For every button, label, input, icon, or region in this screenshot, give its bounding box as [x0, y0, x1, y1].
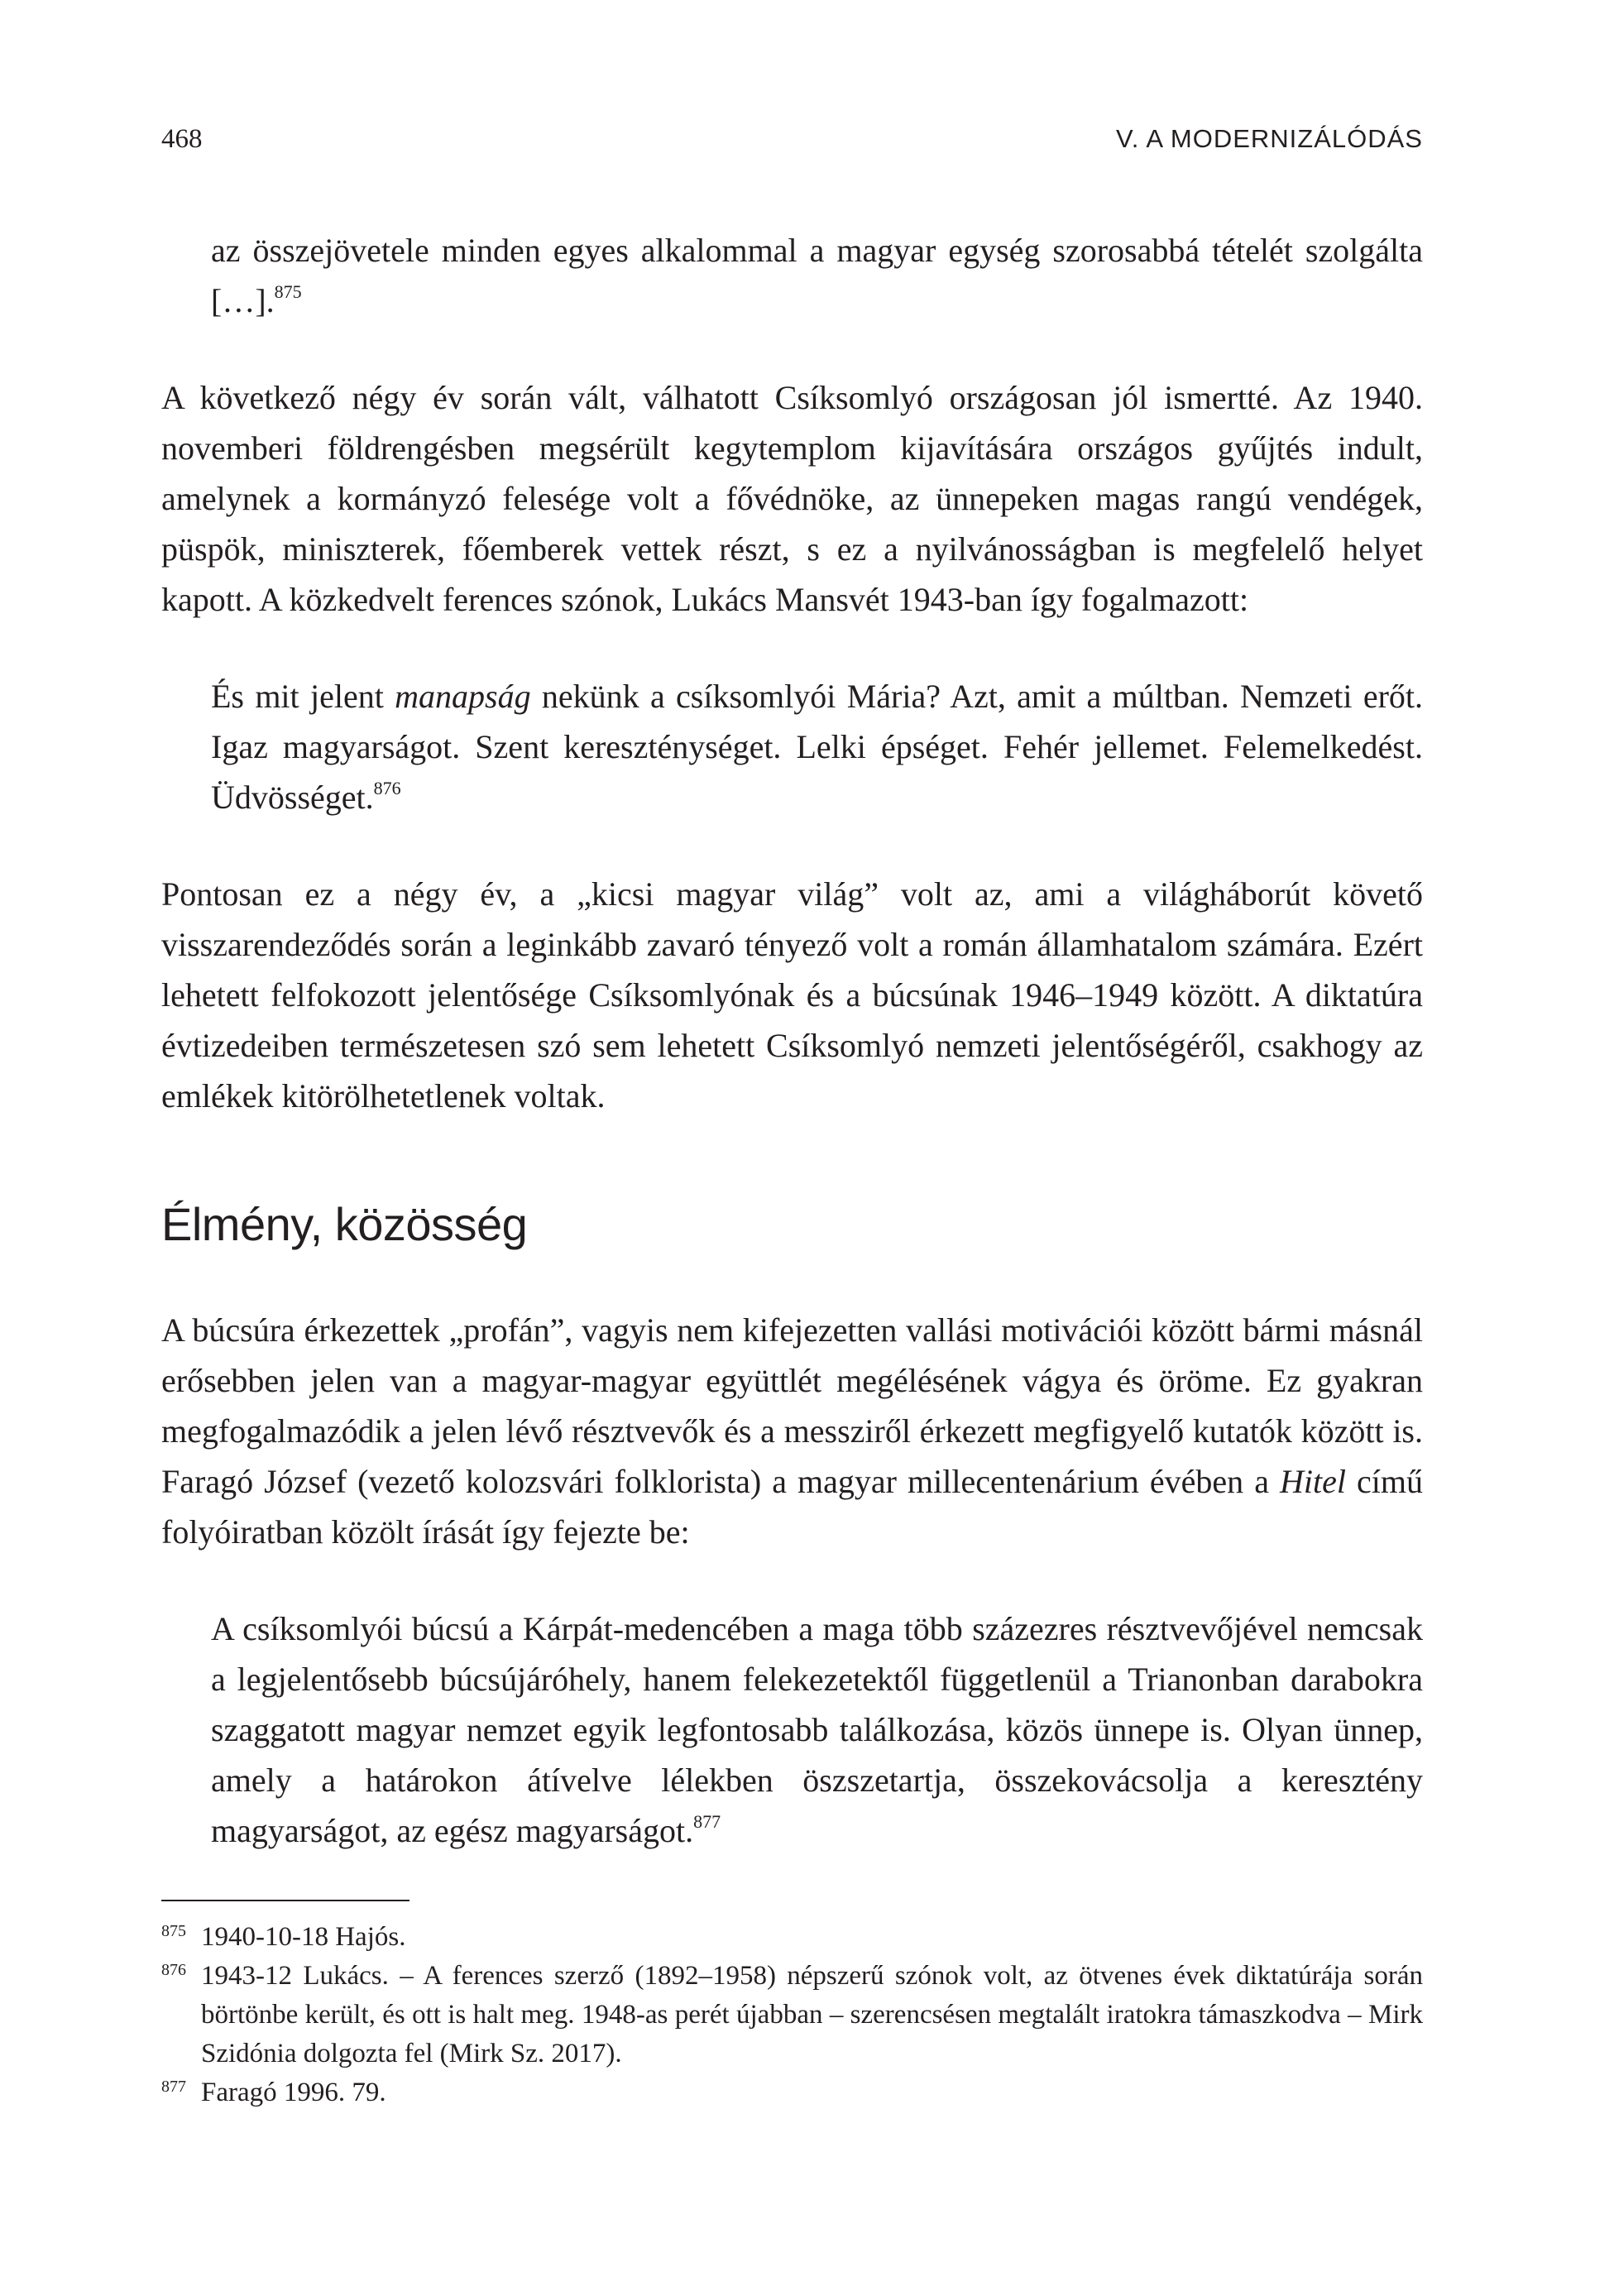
- footnote-divider: [161, 1900, 409, 1901]
- running-head: [161, 124, 1423, 165]
- footnote-ref-875[interactable]: 875: [274, 281, 302, 302]
- footnote-text: 1943-12 Lukács. – A ferences szerző (1892–1958) népszerű szónok volt, az ötvenes évek diktatúrája során börtönbe került, és ott is halt meg. 1948-as perét újabban – szerencsésen megtalált iratokra támaszkodva – Mirk Szidónia dolgozta fel (Mirk Sz. 2017).: [201, 1961, 1423, 2068]
- quote-text: az összejövetele minden egyes alkalommal a magyar egység szorosabbá tételét szolgálta […].: [211, 232, 1423, 319]
- footnote-text: 1940-10-18 Hajós.: [201, 1922, 406, 1952]
- paragraph-text: A búcsúra érkezettek „profán”, vagyis nem kifejezetten vallási motivációi között bármi másnál erősebben jelen van a magyar-magyar együttlét megélésének vágya és öröme. Ez gyakran megfogalmazódik a jelen lévő résztvevők és a messziről érkezett megfigyelő kutatók között is. Faragó József (vezető kolozsvári folklorista) a magyar millecentenárium évében a: [161, 1311, 1423, 1500]
- quote-text: A csíksomlyói búcsú a Kárpát-medencében a maga több százezres résztvevőjével nemcsak a legjelentősebb búcsújáróhely, hanem felekezetektől függetlenül a Trianonban darabokra szaggatott magyar nemzet egyik legfontosabb találkozása, közös ünnepe is. Olyan ünnep, amely a határokon átívelve lélekben öszszetartja, összekovácsolja a keresztény magyarságot, az egész magyarságot.: [211, 1610, 1423, 1849]
- chapter-title: V. A MODERNIZÁLÓDÁS: [1115, 124, 1423, 153]
- footnote-text: Faragó 1996. 79.: [201, 2078, 386, 2107]
- page-number: 468: [161, 124, 203, 154]
- footnote-ref-876[interactable]: 876: [373, 778, 401, 798]
- block-quote-1: [211, 225, 1423, 326]
- footnotes: [161, 1900, 1423, 2112]
- quote-text: És mit jelent: [211, 678, 395, 715]
- journal-title: Hitel: [1280, 1463, 1346, 1500]
- paragraph-text: című folyóiratban közölt írását így fejezte be:: [161, 1463, 1423, 1551]
- footnote-number: 876: [161, 1961, 186, 1979]
- quote-text: nekünk a csíksomlyói Mária? Azt, amit a múltban. Nemzeti erőt. Igaz magyarságot. Szent kereszténységet. Lelki épséget. Fehér jellemet. Felemelkedést. Üdvösséget.: [211, 678, 1424, 816]
- footnote-ref-877[interactable]: 877: [693, 1811, 721, 1832]
- paragraph-2: Pontosan ez a négy év, a „kicsi magyar világ” volt az, ami a világháborút követő visszarendeződés során a leginkább zavaró tényező volt a román államhatalom számára. Ezért lehetett felfokozott jelentősége Csíksomlyónak és a búcsúnak 1946–1949 között. A diktatúra évtizedeiben természetesen szó sem lehetett Csíksomlyó nemzeti jelentőségéről, csakhogy az emlékek kitörölhetetlenek voltak.: [161, 875, 1423, 1114]
- footnote-877: [161, 2073, 1423, 2112]
- paragraph-3: [161, 1305, 1423, 1557]
- quote-emphasis: manapság: [395, 678, 531, 715]
- block-quote-2: [211, 671, 1423, 822]
- body-text: [161, 225, 1423, 1856]
- footnote-876: [161, 1957, 1423, 2073]
- book-page: [161, 0, 1423, 2296]
- footnote-number: 875: [161, 1922, 186, 1940]
- section-heading: Élmény, közösség: [161, 1198, 528, 1250]
- block-quote-3: [211, 1603, 1423, 1856]
- paragraph-1: A következő négy év során vált, válhatott Csíksomlyó országosan jól ismertté. Az 1940. novemberi földrengésben megsérült kegytemplom kijavítására országos gyűjtés indult, amelynek a kormányzó felesége volt a fővédnöke, az ünnepeken magas rangú vendégek, püspök, miniszterek, főemberek vettek részt, s ez a nyilvánosságban is megfelelő helyet kapott. A közkedvelt ferences szónok, Lukács Mansvét 1943-ban így fogalmazott:: [161, 379, 1423, 618]
- footnote-number: 877: [161, 2078, 186, 2096]
- footnote-875: [161, 1918, 1423, 1957]
